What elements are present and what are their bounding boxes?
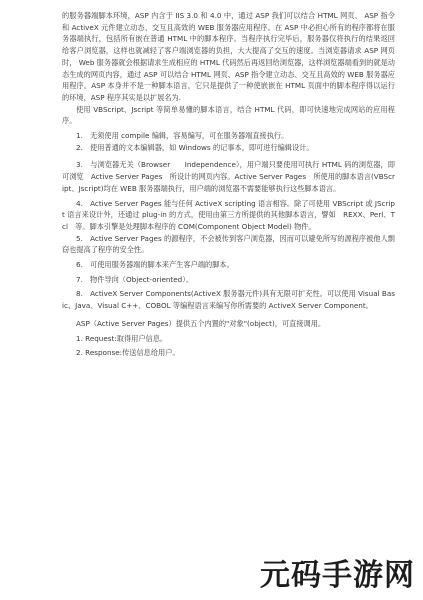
list-item-3: 3. 与浏览器无关（Browser Independence），用户端只要使用可执行 HTML 码的浏览器，即可浏览 Active Server Pages 所设计的网页内容。Active Server Pages 所使用的脚本语言(VBScript、Jscript)均在 WEB 服务器端执行，用户端的浏览器不需要能够执行这些脚本语言。 (62, 160, 395, 193)
object-item-response: 2. Response:传送信息给用户。 (76, 348, 180, 358)
list-item-6: 6. 可使用服务器端的脚本来产生客户端的脚本。 (76, 260, 234, 270)
list-item-8: 8. ActiveX Server Components(ActiveX 服务器元件)具有无限可扩充性。可以使用 Visual Basic、Java、Visual C++、COBOL 等编程语言来编写你所需要的 ActiveX Server Component。 (62, 289, 395, 311)
list-item-7: 7. 物件导向（Object-oriented）。 (76, 274, 194, 284)
list-item-4: 4. Active Server Pages 能与任何 ActiveX scripting 语言相容。除了可使用 VBScript 或 JScript 语言来设计外，还通过 plug-in 的方式，使用由第三方所提供的其他脚本语言，譬如 REXX、Perl、Tcl 等。脚本引擎是处理脚本程序的 COM(Component Object Model) 物件。 (62, 198, 395, 231)
list-item-2: 2. 使用普通的文本编辑器，如 Windows 的记事本，即可进行编辑设计。 (76, 142, 314, 152)
list-item-5: 5. Active Server Pages 的源程序，不会被传到客户浏览器，因而可以避免所写的源程序被他人剽窃也提高了程序的安全性。 (62, 233, 395, 255)
paragraph-scripting: 使用 VBScript、Jscript 等简单易懂的脚本语言，结合 HTML 代码，即可快速地完成网站的应用程序。 (62, 104, 395, 126)
paragraph-builtin-objects: ASP（Active Server Pages）提供五个内置的"对象"(object)，可直接调用。 (76, 318, 326, 328)
paragraph-asp-intro: 的服务器端脚本环境，ASP 内含于 IIS 3.0 和 4.0 中，通过 ASP 我们可以结合 HTML 网页、 ASP 指令和 ActiveX 元件建立动态、交互且高效的 WEB 服务器应用程序。在 ASP 中必担心所有的程序都将在服务器端执行，包括所有嵌在普通 HTML 中的脚本程序。当程序执行完毕后，服务器仅将执行的结果返回给客户浏览器，这样也就减轻了客户端浏览器的负担，大大提高了交互的速度。当浏览器请求 ASP 网页时， Web 服务器就会根据请求生成相应的 HTML 代码然后再返回给浏览器，这样浏览器端看到的就是动态生成的网页内容，通过 ASP 可以结合 HTML 网页、ASP 指令建立动态、交互且高效的 WEB 服务器应用程序。ASP 本身并不是一种脚本语言，它只是提供了一种使嵌嵌在 HTML 页面中的脚本程序得以运行的环境，ASP 程序其实是以扩展名为. (62, 11, 395, 102)
object-item-request: 1. Request:取得用户信息。 (76, 333, 168, 343)
site-watermark: 元码手游网 (260, 558, 415, 593)
list-item-1: 1. 无须使用 compile 编辑，容易编写，可在服务器端直接执行。 (76, 131, 289, 141)
